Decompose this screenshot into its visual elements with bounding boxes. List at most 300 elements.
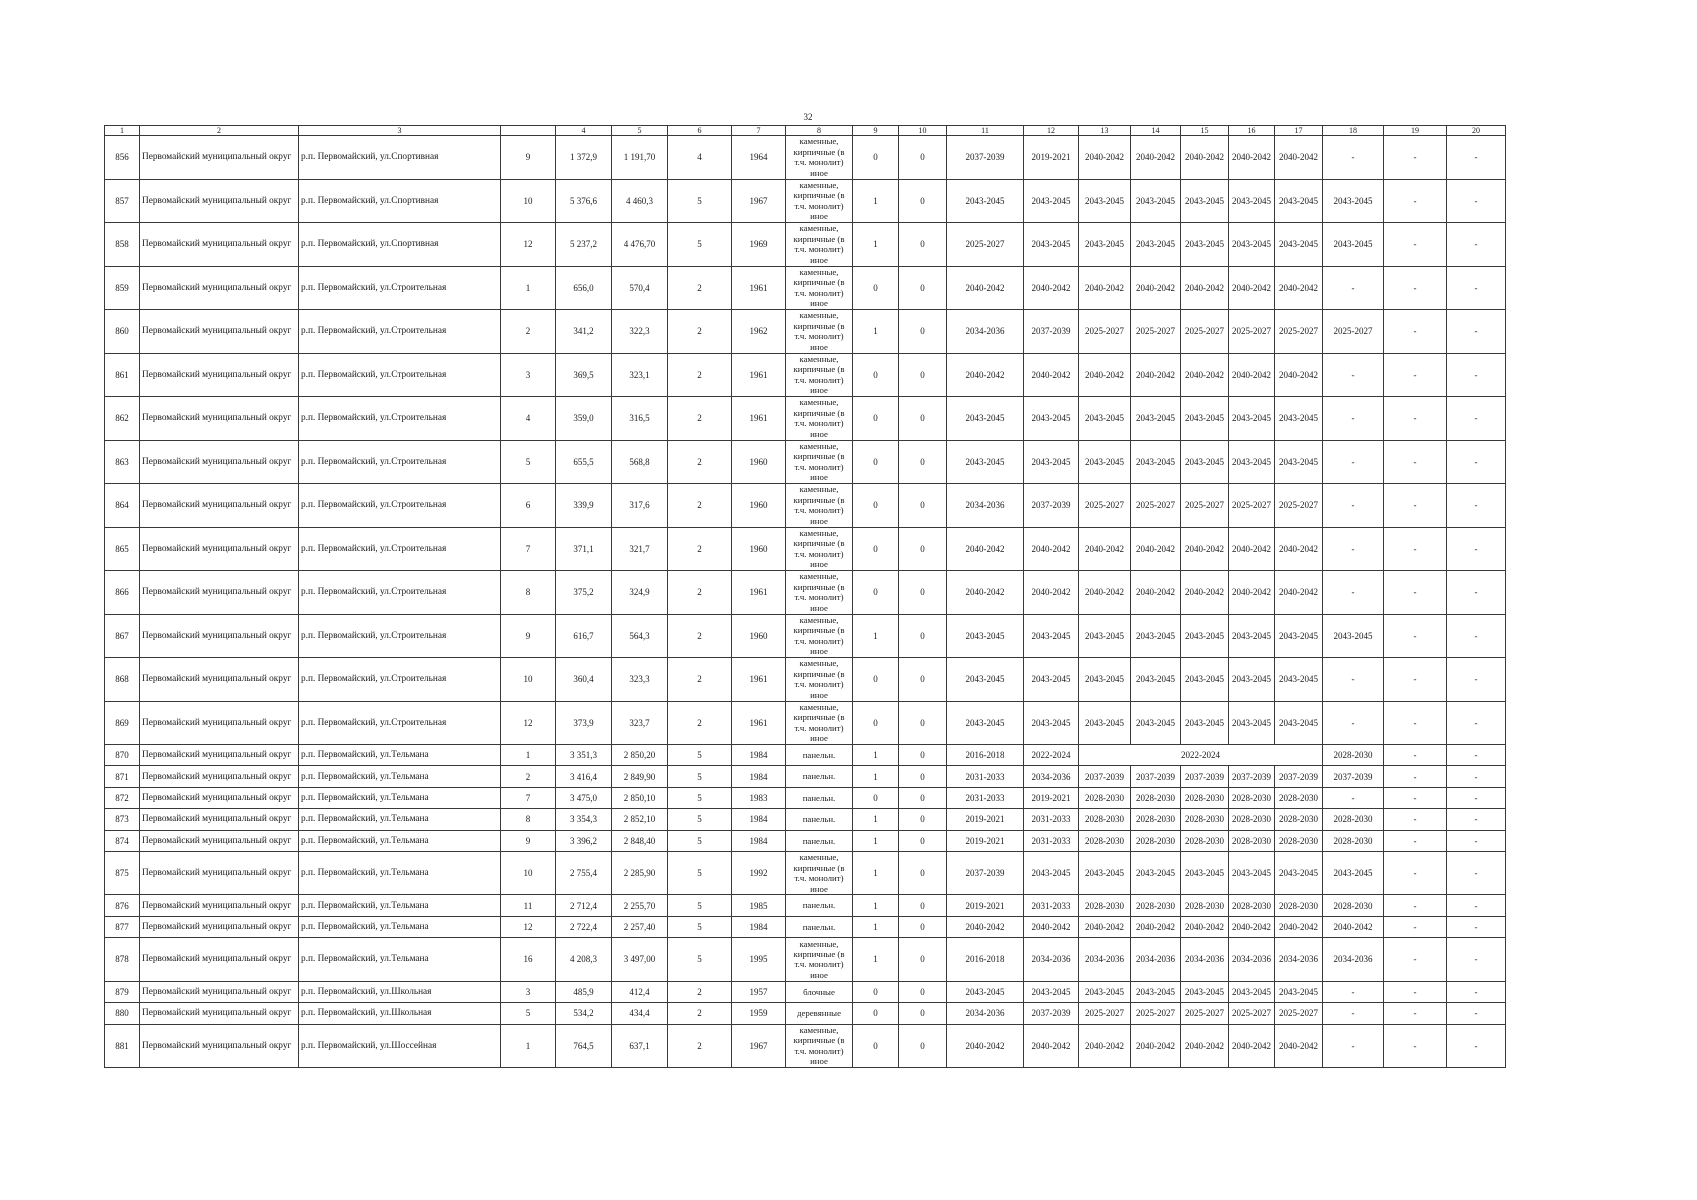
col-14-period-cell: 2040-2042 — [1131, 266, 1181, 310]
col-11-period-cell: 2034-2036 — [947, 484, 1024, 528]
table-row — [105, 851, 1506, 895]
house-number-cell: 1 — [501, 745, 556, 766]
col-19-cell: - — [1384, 397, 1447, 441]
living-area-cell: 323,7 — [612, 701, 668, 745]
total-area-cell: 3 396,2 — [556, 830, 612, 851]
col-13-period-cell: 2040-2042 — [1079, 136, 1131, 180]
year-built-cell: 1961 — [732, 353, 786, 397]
total-area-cell: 359,0 — [556, 397, 612, 441]
col-15-period-cell: 2043-2045 — [1181, 981, 1229, 1002]
year-built-cell: 1967 — [732, 179, 786, 223]
col-10-cell: 0 — [899, 658, 947, 702]
col-20-cell: - — [1447, 916, 1506, 937]
year-built-cell: 1969 — [732, 223, 786, 267]
row-number-cell: 858 — [105, 223, 140, 267]
table-row — [105, 266, 1506, 310]
col-13-period-cell: 2040-2042 — [1079, 571, 1131, 615]
col-12-period-cell: 2037-2039 — [1024, 1003, 1079, 1024]
col-13-period-cell: 2043-2045 — [1079, 981, 1131, 1002]
col-13-period-cell: 2028-2030 — [1079, 787, 1131, 808]
col-18-period-cell: - — [1323, 353, 1384, 397]
living-area-cell: 434,4 — [612, 1003, 668, 1024]
col-12-period-cell: 2043-2045 — [1024, 223, 1079, 267]
col-15-period-cell: 2043-2045 — [1181, 614, 1229, 658]
house-number-cell: 8 — [501, 571, 556, 615]
living-area-cell: 3 497,00 — [612, 938, 668, 982]
column-number-header: 5 — [612, 126, 668, 136]
col-17-period-cell: 2040-2042 — [1275, 916, 1323, 937]
floors-cell: 2 — [668, 658, 732, 702]
year-built-cell: 1984 — [732, 809, 786, 830]
col-11-period-cell: 2037-2039 — [947, 851, 1024, 895]
column-number-header: 11 — [947, 126, 1024, 136]
year-built-cell: 1984 — [732, 745, 786, 766]
column-number-header: 12 — [1024, 126, 1079, 136]
row-number-cell: 869 — [105, 701, 140, 745]
col-11-period-cell: 2040-2042 — [947, 916, 1024, 937]
col-12-period-cell: 2037-2039 — [1024, 310, 1079, 354]
total-area-cell: 369,5 — [556, 353, 612, 397]
col-20-cell: - — [1447, 310, 1506, 354]
col-14-period-cell: 2028-2030 — [1131, 809, 1181, 830]
row-number-cell: 868 — [105, 658, 140, 702]
house-number-cell: 7 — [501, 787, 556, 808]
col-10-cell: 0 — [899, 353, 947, 397]
col-11-period-cell: 2043-2045 — [947, 440, 1024, 484]
col-9-cell: 1 — [853, 179, 899, 223]
house-number-cell: 3 — [501, 353, 556, 397]
address-cell: р.п. Первомайский, ул.Строительная — [299, 701, 501, 745]
table-row — [105, 830, 1506, 851]
living-area-cell: 637,1 — [612, 1024, 668, 1068]
column-number-header: 4 — [556, 126, 612, 136]
floors-cell: 5 — [668, 179, 732, 223]
col-16-period-cell: 2040-2042 — [1229, 1024, 1275, 1068]
col-9-cell: 0 — [853, 981, 899, 1002]
table-row — [105, 397, 1506, 441]
col-12-period-cell: 2043-2045 — [1024, 851, 1079, 895]
col-20-cell: - — [1447, 766, 1506, 787]
col-17-period-cell: 2028-2030 — [1275, 809, 1323, 830]
col-15-period-cell: 2043-2045 — [1181, 658, 1229, 702]
row-number-cell: 857 — [105, 179, 140, 223]
table-row — [105, 981, 1506, 1002]
living-area-cell: 324,9 — [612, 571, 668, 615]
col-9-cell: 1 — [853, 745, 899, 766]
living-area-cell: 568,8 — [612, 440, 668, 484]
address-cell: р.п. Первомайский, ул.Спортивная — [299, 136, 501, 180]
floors-cell: 4 — [668, 136, 732, 180]
col-9-cell: 1 — [853, 809, 899, 830]
house-number-cell: 9 — [501, 614, 556, 658]
col-20-cell: - — [1447, 658, 1506, 702]
col-17-period-cell: 2040-2042 — [1275, 1024, 1323, 1068]
col-18-period-cell: - — [1323, 440, 1384, 484]
address-cell: р.п. Первомайский, ул.Школьная — [299, 981, 501, 1002]
col-14-period-cell: 2040-2042 — [1131, 1024, 1181, 1068]
col-19-cell: - — [1384, 787, 1447, 808]
col-9-cell: 0 — [853, 266, 899, 310]
housing-table — [104, 125, 1506, 1068]
col-10-cell: 0 — [899, 484, 947, 528]
col-16-period-cell: 2043-2045 — [1229, 223, 1275, 267]
table-row — [105, 484, 1506, 528]
col-13-17-merged-period-cell: 2022-2024 — [1079, 745, 1323, 766]
wall-material-cell: каменные, кирпичные (в т.ч. монолит) иное — [786, 484, 853, 528]
year-built-cell: 1960 — [732, 440, 786, 484]
col-20-cell: - — [1447, 484, 1506, 528]
col-14-period-cell: 2043-2045 — [1131, 851, 1181, 895]
col-11-period-cell: 2043-2045 — [947, 981, 1024, 1002]
row-number-cell: 860 — [105, 310, 140, 354]
col-12-period-cell: 2022-2024 — [1024, 745, 1079, 766]
col-15-period-cell: 2028-2030 — [1181, 787, 1229, 808]
house-number-cell: 9 — [501, 136, 556, 180]
total-area-cell: 3 354,3 — [556, 809, 612, 830]
address-cell: р.п. Первомайский, ул.Строительная — [299, 527, 501, 571]
floors-cell: 2 — [668, 397, 732, 441]
col-15-period-cell: 2043-2045 — [1181, 179, 1229, 223]
col-17-period-cell: 2025-2027 — [1275, 310, 1323, 354]
col-18-period-cell: - — [1323, 1003, 1384, 1024]
col-19-cell: - — [1384, 938, 1447, 982]
col-20-cell: - — [1447, 179, 1506, 223]
col-18-period-cell: 2043-2045 — [1323, 223, 1384, 267]
col-17-period-cell: 2028-2030 — [1275, 895, 1323, 916]
row-number-cell: 874 — [105, 830, 140, 851]
col-14-period-cell: 2043-2045 — [1131, 397, 1181, 441]
col-10-cell: 0 — [899, 981, 947, 1002]
address-cell: р.п. Первомайский, ул.Школьная — [299, 1003, 501, 1024]
wall-material-cell: каменные, кирпичные (в т.ч. монолит) иное — [786, 136, 853, 180]
table-row — [105, 223, 1506, 267]
year-built-cell: 1960 — [732, 527, 786, 571]
living-area-cell: 4 476,70 — [612, 223, 668, 267]
total-area-cell: 1 372,9 — [556, 136, 612, 180]
col-16-period-cell: 2040-2042 — [1229, 571, 1275, 615]
table-row — [105, 895, 1506, 916]
col-11-period-cell: 2034-2036 — [947, 310, 1024, 354]
living-area-cell: 323,1 — [612, 353, 668, 397]
col-9-cell: 1 — [853, 916, 899, 937]
municipality-cell: Первомайский муниципальный округ — [140, 1024, 299, 1068]
col-12-period-cell: 2040-2042 — [1024, 916, 1079, 937]
col-14-period-cell: 2034-2036 — [1131, 938, 1181, 982]
col-18-period-cell: - — [1323, 787, 1384, 808]
col-14-period-cell: 2043-2045 — [1131, 440, 1181, 484]
table-row — [105, 787, 1506, 808]
col-14-period-cell: 2028-2030 — [1131, 895, 1181, 916]
table-row — [105, 571, 1506, 615]
col-14-period-cell: 2040-2042 — [1131, 916, 1181, 937]
col-13-period-cell: 2028-2030 — [1079, 895, 1131, 916]
column-number-header: 20 — [1447, 126, 1506, 136]
total-area-cell: 2 712,4 — [556, 895, 612, 916]
col-18-period-cell: 2043-2045 — [1323, 179, 1384, 223]
col-14-period-cell: 2028-2030 — [1131, 787, 1181, 808]
house-number-cell: 1 — [501, 1024, 556, 1068]
municipality-cell: Первомайский муниципальный округ — [140, 766, 299, 787]
col-19-cell: - — [1384, 353, 1447, 397]
col-15-period-cell: 2040-2042 — [1181, 527, 1229, 571]
column-number-header: 2 — [140, 126, 299, 136]
col-14-period-cell: 2040-2042 — [1131, 353, 1181, 397]
col-9-cell: 1 — [853, 830, 899, 851]
col-20-cell: - — [1447, 266, 1506, 310]
table-row — [105, 179, 1506, 223]
col-10-cell: 0 — [899, 851, 947, 895]
total-area-cell: 485,9 — [556, 981, 612, 1002]
row-number-cell: 872 — [105, 787, 140, 808]
col-13-period-cell: 2028-2030 — [1079, 830, 1131, 851]
col-17-period-cell: 2043-2045 — [1275, 397, 1323, 441]
col-16-period-cell: 2040-2042 — [1229, 266, 1275, 310]
col-19-cell: - — [1384, 809, 1447, 830]
col-11-period-cell: 2040-2042 — [947, 1024, 1024, 1068]
row-number-cell: 863 — [105, 440, 140, 484]
col-13-period-cell: 2025-2027 — [1079, 310, 1131, 354]
col-10-cell: 0 — [899, 916, 947, 937]
col-18-period-cell: - — [1323, 484, 1384, 528]
col-19-cell: - — [1384, 527, 1447, 571]
col-17-period-cell: 2043-2045 — [1275, 179, 1323, 223]
col-14-period-cell: 2025-2027 — [1131, 484, 1181, 528]
wall-material-cell: панельн. — [786, 830, 853, 851]
col-12-period-cell: 2040-2042 — [1024, 527, 1079, 571]
row-number-cell: 876 — [105, 895, 140, 916]
col-9-cell: 1 — [853, 851, 899, 895]
row-number-cell: 859 — [105, 266, 140, 310]
column-number-header: 7 — [732, 126, 786, 136]
col-13-period-cell: 2025-2027 — [1079, 1003, 1131, 1024]
col-16-period-cell: 2028-2030 — [1229, 830, 1275, 851]
row-number-cell: 866 — [105, 571, 140, 615]
col-14-period-cell: 2025-2027 — [1131, 1003, 1181, 1024]
floors-cell: 2 — [668, 266, 732, 310]
col-9-cell: 0 — [853, 571, 899, 615]
col-11-period-cell: 2043-2045 — [947, 701, 1024, 745]
address-cell: р.п. Первомайский, ул.Строительная — [299, 397, 501, 441]
col-10-cell: 0 — [899, 766, 947, 787]
col-18-period-cell: 2028-2030 — [1323, 895, 1384, 916]
address-cell: р.п. Первомайский, ул.Строительная — [299, 571, 501, 615]
col-10-cell: 0 — [899, 571, 947, 615]
col-16-period-cell: 2025-2027 — [1229, 1003, 1275, 1024]
house-number-cell: 11 — [501, 895, 556, 916]
year-built-cell: 1961 — [732, 397, 786, 441]
floors-cell: 5 — [668, 223, 732, 267]
table-row — [105, 527, 1506, 571]
col-13-period-cell: 2040-2042 — [1079, 266, 1131, 310]
wall-material-cell: каменные, кирпичные (в т.ч. монолит) иное — [786, 310, 853, 354]
row-number-cell: 875 — [105, 851, 140, 895]
wall-material-cell: деревянные — [786, 1003, 853, 1024]
col-16-period-cell: 2028-2030 — [1229, 787, 1275, 808]
col-15-period-cell: 2025-2027 — [1181, 484, 1229, 528]
col-17-period-cell: 2040-2042 — [1275, 571, 1323, 615]
year-built-cell: 1984 — [732, 830, 786, 851]
row-number-cell: 880 — [105, 1003, 140, 1024]
col-20-cell: - — [1447, 397, 1506, 441]
house-number-cell: 3 — [501, 981, 556, 1002]
col-12-period-cell: 2034-2036 — [1024, 766, 1079, 787]
col-12-period-cell: 2040-2042 — [1024, 1024, 1079, 1068]
col-16-period-cell: 2025-2027 — [1229, 484, 1275, 528]
table-row — [105, 809, 1506, 830]
col-20-cell: - — [1447, 353, 1506, 397]
living-area-cell: 321,7 — [612, 527, 668, 571]
floors-cell: 5 — [668, 830, 732, 851]
col-17-period-cell: 2028-2030 — [1275, 787, 1323, 808]
col-9-cell: 1 — [853, 766, 899, 787]
col-14-period-cell: 2043-2045 — [1131, 658, 1181, 702]
house-number-cell: 12 — [501, 701, 556, 745]
total-area-cell: 373,9 — [556, 701, 612, 745]
municipality-cell: Первомайский муниципальный округ — [140, 397, 299, 441]
col-14-period-cell: 2040-2042 — [1131, 136, 1181, 180]
col-16-period-cell: 2025-2027 — [1229, 310, 1275, 354]
living-area-cell: 4 460,3 — [612, 179, 668, 223]
col-15-period-cell: 2040-2042 — [1181, 266, 1229, 310]
living-area-cell: 316,5 — [612, 397, 668, 441]
address-cell: р.п. Первомайский, ул.Строительная — [299, 310, 501, 354]
address-cell: р.п. Первомайский, ул.Строительная — [299, 353, 501, 397]
floors-cell: 5 — [668, 809, 732, 830]
column-number-header: 18 — [1323, 126, 1384, 136]
row-number-cell: 867 — [105, 614, 140, 658]
municipality-cell: Первомайский муниципальный округ — [140, 353, 299, 397]
col-19-cell: - — [1384, 830, 1447, 851]
col-18-period-cell: 2043-2045 — [1323, 851, 1384, 895]
col-19-cell: - — [1384, 916, 1447, 937]
col-19-cell: - — [1384, 895, 1447, 916]
col-20-cell: - — [1447, 136, 1506, 180]
col-16-period-cell: 2040-2042 — [1229, 527, 1275, 571]
row-number-cell: 862 — [105, 397, 140, 441]
col-9-cell: 0 — [853, 701, 899, 745]
wall-material-cell: каменные, кирпичные (в т.ч. монолит) иное — [786, 614, 853, 658]
wall-material-cell: каменные, кирпичные (в т.ч. монолит) иное — [786, 223, 853, 267]
total-area-cell: 3 416,4 — [556, 766, 612, 787]
col-14-period-cell: 2025-2027 — [1131, 310, 1181, 354]
floors-cell: 2 — [668, 527, 732, 571]
col-9-cell: 1 — [853, 614, 899, 658]
col-16-period-cell: 2040-2042 — [1229, 916, 1275, 937]
living-area-cell: 2 255,70 — [612, 895, 668, 916]
col-10-cell: 0 — [899, 179, 947, 223]
column-number-header: 8 — [786, 126, 853, 136]
col-15-period-cell: 2040-2042 — [1181, 916, 1229, 937]
col-14-period-cell: 2043-2045 — [1131, 701, 1181, 745]
house-number-cell: 10 — [501, 851, 556, 895]
total-area-cell: 656,0 — [556, 266, 612, 310]
floors-cell: 2 — [668, 440, 732, 484]
total-area-cell: 764,5 — [556, 1024, 612, 1068]
house-number-cell: 8 — [501, 809, 556, 830]
col-15-period-cell: 2040-2042 — [1181, 353, 1229, 397]
col-11-period-cell: 2016-2018 — [947, 938, 1024, 982]
col-19-cell: - — [1384, 310, 1447, 354]
col-13-period-cell: 2043-2045 — [1079, 397, 1131, 441]
table-row — [105, 136, 1506, 180]
column-number-header: 19 — [1384, 126, 1447, 136]
col-18-period-cell: - — [1323, 658, 1384, 702]
floors-cell: 5 — [668, 895, 732, 916]
col-10-cell: 0 — [899, 223, 947, 267]
col-19-cell: - — [1384, 1024, 1447, 1068]
col-18-period-cell: 2037-2039 — [1323, 766, 1384, 787]
col-19-cell: - — [1384, 179, 1447, 223]
col-18-period-cell: 2043-2045 — [1323, 614, 1384, 658]
col-20-cell: - — [1447, 1024, 1506, 1068]
col-11-period-cell: 2040-2042 — [947, 527, 1024, 571]
row-number-cell: 877 — [105, 916, 140, 937]
col-15-period-cell: 2043-2045 — [1181, 223, 1229, 267]
house-number-cell: 16 — [501, 938, 556, 982]
house-number-cell: 7 — [501, 527, 556, 571]
year-built-cell: 1964 — [732, 136, 786, 180]
col-16-period-cell: 2043-2045 — [1229, 851, 1275, 895]
municipality-cell: Первомайский муниципальный округ — [140, 851, 299, 895]
col-18-period-cell: - — [1323, 136, 1384, 180]
col-20-cell: - — [1447, 895, 1506, 916]
col-10-cell: 0 — [899, 745, 947, 766]
municipality-cell: Первомайский муниципальный округ — [140, 571, 299, 615]
address-cell: р.п. Первомайский, ул.Строительная — [299, 266, 501, 310]
year-built-cell: 1961 — [732, 658, 786, 702]
table-row — [105, 766, 1506, 787]
col-20-cell: - — [1447, 851, 1506, 895]
col-10-cell: 0 — [899, 1024, 947, 1068]
table-row — [105, 353, 1506, 397]
wall-material-cell: панельн. — [786, 745, 853, 766]
col-20-cell: - — [1447, 809, 1506, 830]
col-19-cell: - — [1384, 614, 1447, 658]
col-16-period-cell: 2028-2030 — [1229, 809, 1275, 830]
address-cell: р.п. Первомайский, ул.Шоссейная — [299, 1024, 501, 1068]
house-number-cell: 10 — [501, 658, 556, 702]
total-area-cell: 5 376,6 — [556, 179, 612, 223]
wall-material-cell: каменные, кирпичные (в т.ч. монолит) иное — [786, 179, 853, 223]
col-11-period-cell: 2043-2045 — [947, 179, 1024, 223]
col-13-period-cell: 2043-2045 — [1079, 701, 1131, 745]
page-number: 32 — [803, 112, 813, 122]
col-12-period-cell: 2043-2045 — [1024, 701, 1079, 745]
address-cell: р.п. Первомайский, ул.Спортивная — [299, 179, 501, 223]
col-9-cell: 0 — [853, 353, 899, 397]
col-11-period-cell: 2025-2027 — [947, 223, 1024, 267]
col-12-period-cell: 2031-2033 — [1024, 830, 1079, 851]
row-number-cell: 865 — [105, 527, 140, 571]
column-number-header: 16 — [1229, 126, 1275, 136]
col-18-period-cell: - — [1323, 571, 1384, 615]
living-area-cell: 317,6 — [612, 484, 668, 528]
row-number-cell: 861 — [105, 353, 140, 397]
municipality-cell: Первомайский муниципальный округ — [140, 223, 299, 267]
col-16-period-cell: 2040-2042 — [1229, 136, 1275, 180]
table-row — [105, 938, 1506, 982]
table-row — [105, 745, 1506, 766]
col-19-cell: - — [1384, 484, 1447, 528]
municipality-cell: Первомайский муниципальный округ — [140, 830, 299, 851]
col-20-cell: - — [1447, 787, 1506, 808]
col-12-period-cell: 2043-2045 — [1024, 658, 1079, 702]
municipality-cell: Первомайский муниципальный округ — [140, 981, 299, 1002]
col-12-period-cell: 2037-2039 — [1024, 484, 1079, 528]
table-row — [105, 440, 1506, 484]
col-11-period-cell: 2019-2021 — [947, 830, 1024, 851]
col-9-cell: 0 — [853, 1003, 899, 1024]
